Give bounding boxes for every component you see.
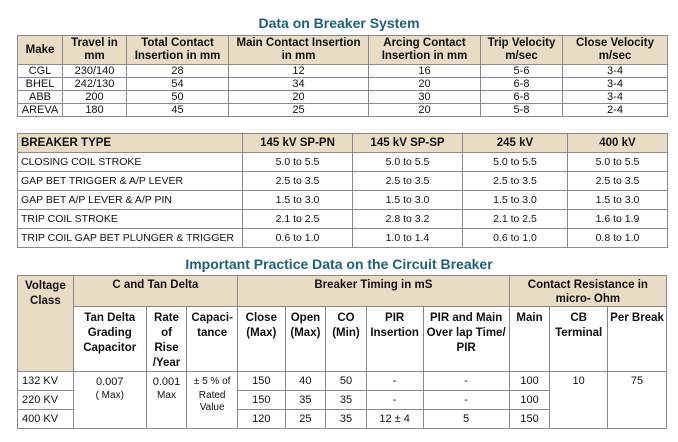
- header-open-max: Open (Max): [285, 307, 326, 372]
- header-145kv-sp-pn: 145 kV SP-PN: [243, 134, 353, 153]
- header-400kv: 400 kV: [568, 134, 668, 153]
- cell-value: 2.5 to 3.5: [463, 172, 568, 191]
- table-row: [18, 78, 668, 91]
- cell-close: 2-4: [563, 104, 668, 117]
- row-label: CLOSING COIL STROKE: [18, 153, 243, 172]
- cell-value: 0.6 to 1.0: [243, 229, 353, 248]
- cell-close: 150: [238, 372, 286, 391]
- header-breaker-timing: Breaker Timing in mS: [238, 276, 510, 307]
- cell-close: 3-4: [563, 78, 668, 91]
- capacitance-line-2: Rated: [198, 390, 226, 401]
- header-contact-resistance: Contact Resistance in micro- Ohm: [509, 276, 666, 307]
- cell-make: BHEL: [18, 78, 63, 91]
- cell-main: 150: [509, 410, 550, 429]
- cell-voltage: 220 KV: [18, 391, 74, 410]
- row-label: TRIP COIL STROKE: [18, 210, 243, 229]
- table-row: [18, 229, 668, 248]
- cell-co: 35: [326, 410, 367, 429]
- header-total-contact: Total Contact Insertion in mm: [127, 36, 229, 65]
- cell-total: 28: [127, 65, 229, 78]
- header-pir-main-overlap: PIR and Main Over lap Time/ PIR: [423, 307, 509, 372]
- cell-main: 12: [229, 65, 369, 78]
- cell-main: 100: [509, 391, 550, 410]
- table-row: [18, 153, 668, 172]
- cell-total: 50: [127, 91, 229, 104]
- cell-rate: [146, 372, 187, 429]
- cell-open: 35: [285, 391, 326, 410]
- cell-close: 3-4: [563, 91, 668, 104]
- cell-value: 5.0 to 5.5: [243, 153, 353, 172]
- row-label: GAP BET A/P LEVER & A/P PIN: [18, 191, 243, 210]
- header-per-break: Per Break: [608, 307, 667, 372]
- cell-main: 20: [229, 91, 369, 104]
- cell-travel: 230/140: [63, 65, 127, 78]
- cell-open: 25: [285, 410, 326, 429]
- cell-close: 150: [238, 391, 286, 410]
- cell-make: CGL: [18, 65, 63, 78]
- cell-value: 1.5 to 3.0: [463, 191, 568, 210]
- cell-value: 5.0 to 5.5: [568, 153, 668, 172]
- cell-value: 1.0 to 1.4: [353, 229, 463, 248]
- cell-value: 0.6 to 1.0: [463, 229, 568, 248]
- cell-voltage: 400 KV: [18, 410, 74, 429]
- capacitance-line-1: ± 5 % of: [193, 376, 231, 387]
- header-145kv-sp-sp: 145 kV SP-SP: [353, 134, 463, 153]
- breaker-system-title: Data on Breaker System: [258, 15, 420, 31]
- cell-value: 2.5 to 3.5: [353, 172, 463, 191]
- cell-main: 34: [229, 78, 369, 91]
- header-trip-velocity: Trip Velocity m/sec: [481, 36, 563, 65]
- cell-tan-delta: [73, 372, 146, 429]
- cell-value: 0.8 to 1.0: [568, 229, 668, 248]
- table-row: [18, 210, 668, 229]
- cell-per-break: 75: [608, 372, 667, 429]
- practice-data-table: [17, 275, 667, 429]
- header-capacitance: Capaci- tance: [187, 307, 238, 372]
- table-row: [18, 65, 668, 78]
- cell-pir-main: -: [423, 372, 509, 391]
- cell-pir-insertion: -: [366, 372, 423, 391]
- cell-value: 1.5 to 3.0: [353, 191, 463, 210]
- capacitance-line-3: Value: [199, 402, 225, 413]
- cell-close: 3-4: [563, 65, 668, 78]
- header-close-velocity: Close Velocity m/sec: [563, 36, 668, 65]
- row-label: TRIP COIL GAP BET PLUNGER & TRIGGER: [18, 229, 243, 248]
- cell-make: ABB: [18, 91, 63, 104]
- header-breaker-type: BREAKER TYPE: [18, 134, 243, 153]
- cell-arcing: 20: [369, 104, 481, 117]
- table-row: [18, 372, 667, 391]
- rate-value: 0.001: [152, 376, 181, 388]
- cell-arcing: 30: [369, 91, 481, 104]
- cell-co: 50: [326, 372, 367, 391]
- header-pir-insertion: PIR Insertion: [366, 307, 423, 372]
- tan-delta-note: ( Max): [95, 390, 124, 401]
- header-voltage-class: Voltage Class: [18, 276, 74, 372]
- cell-co: 35: [326, 391, 367, 410]
- table-row: [18, 91, 668, 104]
- cell-travel: 200: [63, 91, 127, 104]
- header-travel: Travel in mm: [63, 36, 127, 65]
- cell-value: 1.5 to 3.0: [243, 191, 353, 210]
- header-rate-of-rise: Rate of Rise /Year: [146, 307, 187, 372]
- cell-arcing: 20: [369, 78, 481, 91]
- cell-pir-insertion: -: [366, 391, 423, 410]
- cell-value: 2.8 to 3.2: [353, 210, 463, 229]
- cell-trip: 6-8: [481, 91, 563, 104]
- row-label: GAP BET TRIGGER & A/P LEVER: [18, 172, 243, 191]
- table-row: [18, 172, 668, 191]
- cell-pir-main: -: [423, 391, 509, 410]
- cell-main: 25: [229, 104, 369, 117]
- cell-trip: 5-6: [481, 65, 563, 78]
- cell-value: 2.5 to 3.5: [568, 172, 668, 191]
- table-row: [18, 191, 668, 210]
- cell-value: 5.0 to 5.5: [463, 153, 568, 172]
- header-tan-delta: Tan Delta Grading Capacitor: [73, 307, 146, 372]
- cell-value: 2.5 to 3.5: [243, 172, 353, 191]
- practice-data-title: Important Practice Data on the Circuit Breaker: [185, 256, 493, 272]
- cell-close: 120: [238, 410, 286, 429]
- header-main-contact: Main Contact Insertion in mm: [229, 36, 369, 65]
- cell-pir-main: 5: [423, 410, 509, 429]
- cell-cb-terminal: 10: [550, 372, 608, 429]
- cell-trip: 6-8: [481, 78, 563, 91]
- breaker-system-table: [17, 35, 668, 117]
- breaker-type-table: [17, 133, 668, 248]
- cell-open: 40: [285, 372, 326, 391]
- header-245kv: 245 kV: [463, 134, 568, 153]
- cell-value: 1.5 to 3.0: [568, 191, 668, 210]
- table-row: [18, 104, 668, 117]
- cell-value: 2.1 to 2.5: [463, 210, 568, 229]
- header-main: Main: [509, 307, 550, 372]
- cell-travel: 242/130: [63, 78, 127, 91]
- header-co-min: CO (Min): [326, 307, 367, 372]
- cell-total: 45: [127, 104, 229, 117]
- cell-trip: 5-8: [481, 104, 563, 117]
- header-cb-terminal: CB Terminal: [550, 307, 608, 372]
- cell-travel: 180: [63, 104, 127, 117]
- cell-arcing: 16: [369, 65, 481, 78]
- cell-value: 5.0 to 5.5: [353, 153, 463, 172]
- cell-voltage: 132 KV: [18, 372, 74, 391]
- header-close-max: Close (Max): [238, 307, 286, 372]
- cell-main: 100: [509, 372, 550, 391]
- header-c-tan-delta: C and Tan Delta: [73, 276, 237, 307]
- cell-value: 1.6 to 1.9: [568, 210, 668, 229]
- tan-delta-value: 0.007: [95, 376, 124, 388]
- cell-total: 54: [127, 78, 229, 91]
- cell-make: AREVA: [18, 104, 63, 117]
- header-make: Make: [18, 36, 63, 65]
- cell-value: 2.1 to 2.5: [243, 210, 353, 229]
- cell-capacitance: [187, 372, 238, 429]
- rate-note: Max: [157, 390, 176, 401]
- cell-pir-insertion: 12 ± 4: [366, 410, 423, 429]
- header-arcing-contact: Arcing Contact Insertion in mm: [369, 36, 481, 65]
